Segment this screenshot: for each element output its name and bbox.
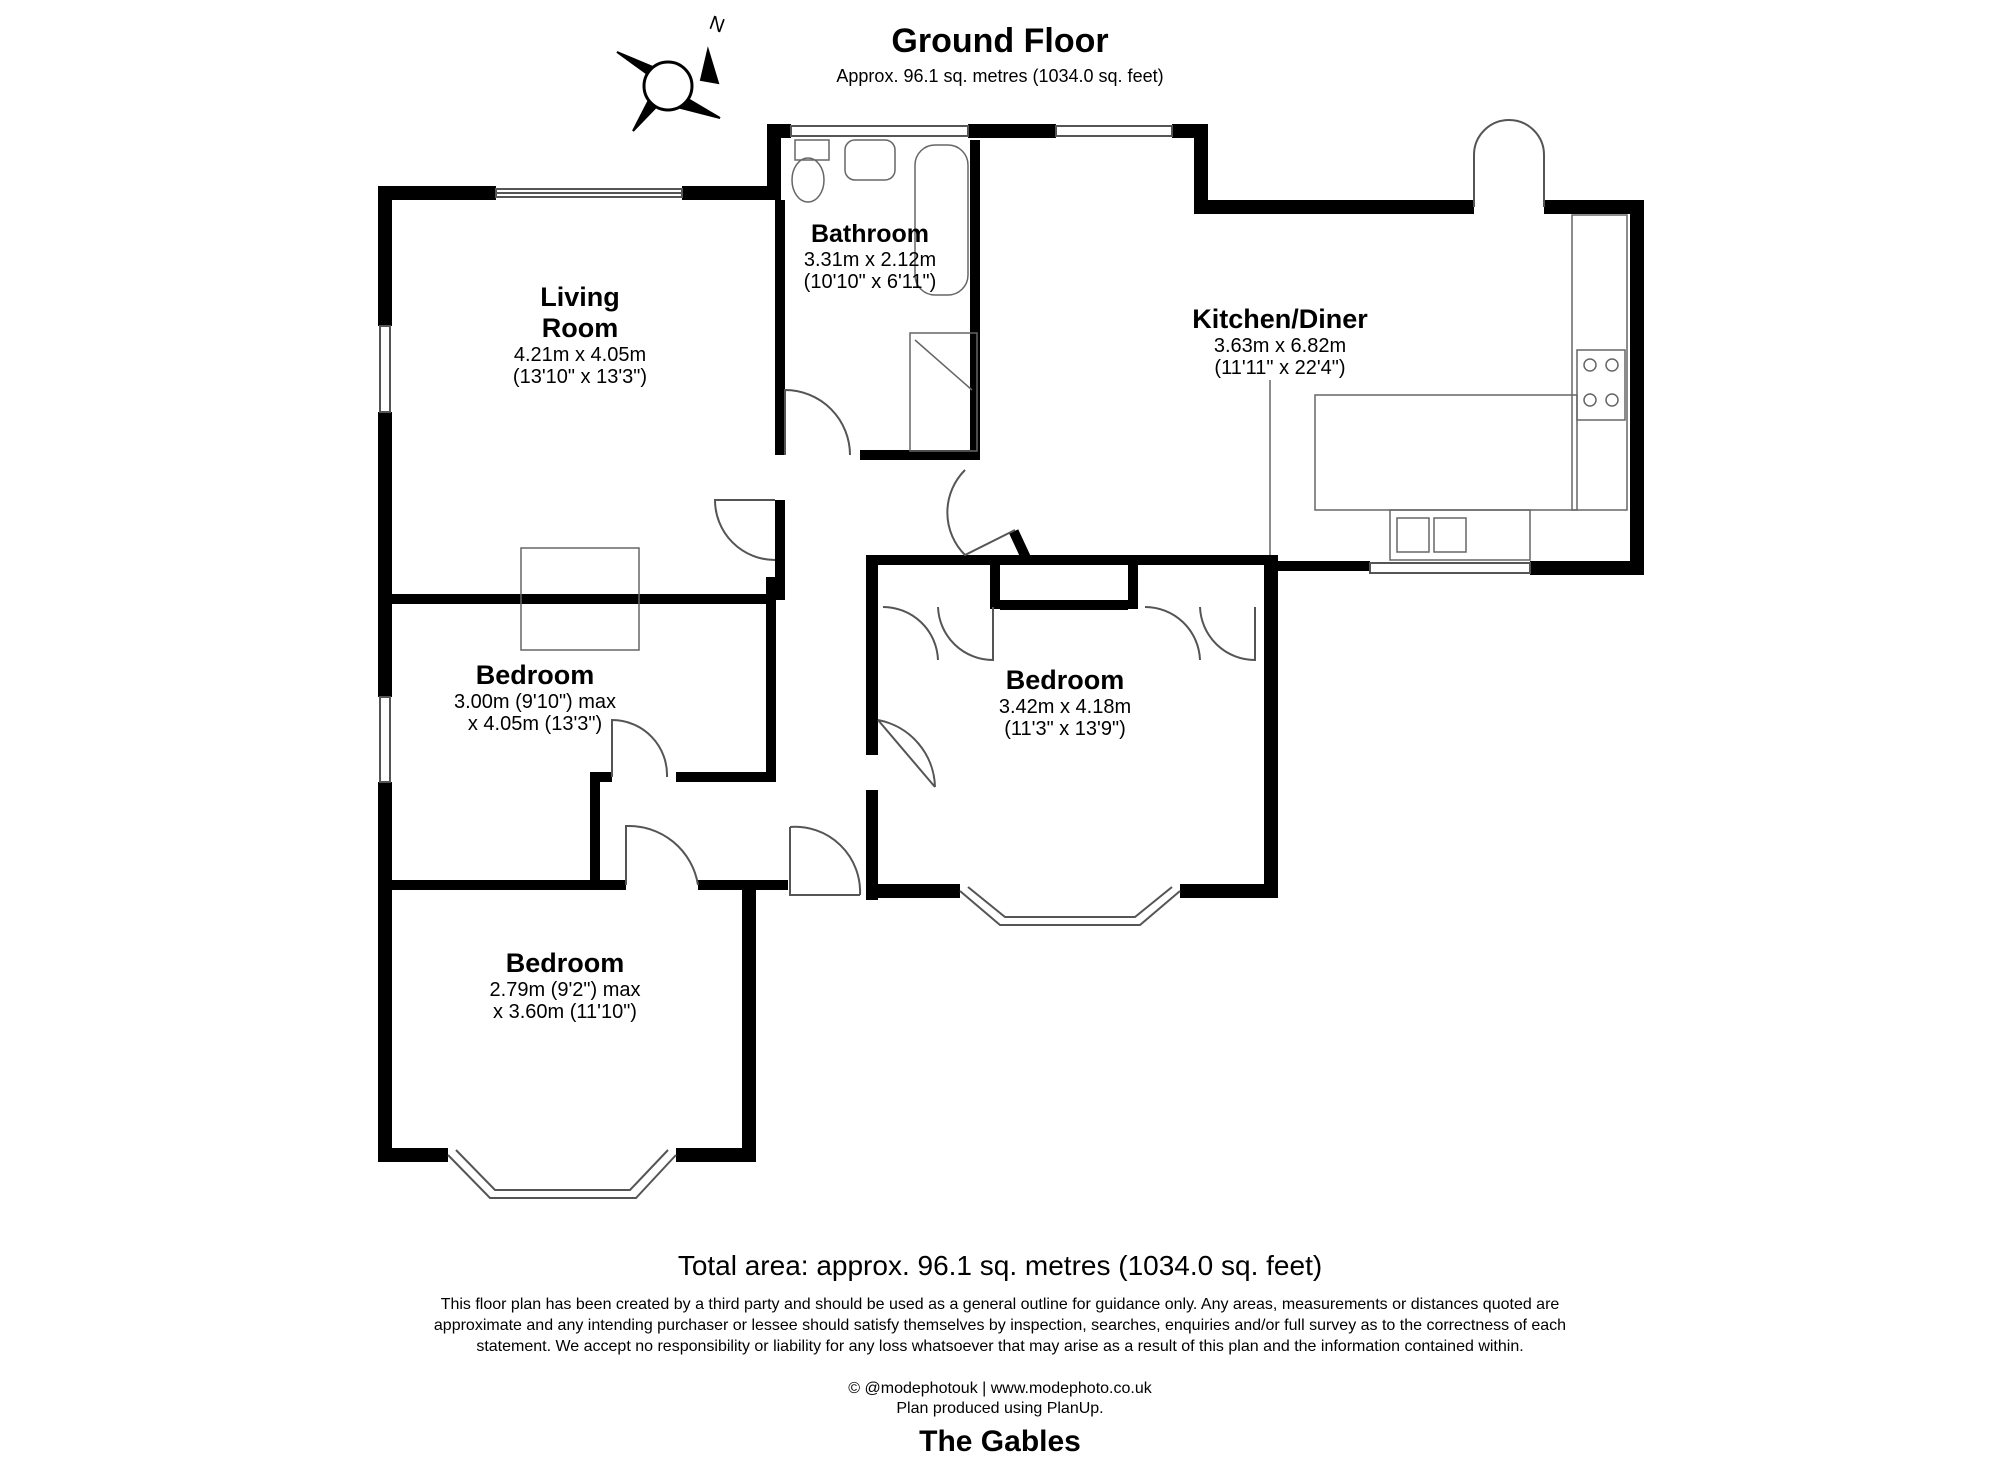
floor-area: Approx. 96.1 sq. metres (1034.0 sq. feet) xyxy=(836,66,1164,86)
compass-rose-icon xyxy=(617,12,727,131)
room-bedroom-1 xyxy=(415,660,655,735)
room-kitchen-diner xyxy=(1140,304,1420,379)
room-dimension: 3.63m x 6.82m xyxy=(1213,335,1347,357)
plan-name: The Gables xyxy=(919,1425,1081,1458)
room-dimension: (10'10" x 6'11") xyxy=(803,271,937,293)
worktop xyxy=(1572,215,1627,510)
toilet-icon xyxy=(792,158,824,202)
room-name: Living xyxy=(540,282,620,312)
room-name: Bedroom xyxy=(1005,665,1125,695)
shower-tray-icon xyxy=(910,333,977,451)
room-dimension: x 3.60m (11'10") xyxy=(493,1001,637,1023)
room-living xyxy=(480,282,680,388)
room-dimension: (13'10" x 13'3") xyxy=(512,366,648,388)
room-dimension: 3.42m x 4.18m xyxy=(998,696,1132,718)
room-dimension: 4.21m x 4.05m xyxy=(513,344,647,366)
credits xyxy=(700,1379,1300,1419)
total-area: Total area: approx. 96.1 sq. metres (1034.0 sq. feet) xyxy=(677,1250,1323,1281)
produced-by-text: Plan produced using PlanUp. xyxy=(896,1400,1104,1417)
disclaimer-line: statement. We accept no responsibility or liability for any loss whatsoever that may arise as a result of this plan and the information contained within. xyxy=(476,1338,1524,1355)
room-dimension: 3.31m x 2.12m xyxy=(803,249,937,271)
hob-icon xyxy=(1577,350,1625,420)
room-name: Kitchen/Diner xyxy=(1192,304,1368,334)
room-bedroom-2 xyxy=(955,665,1175,740)
disclaimer-line: This floor plan has been created by a third party and should be used as a general outline for guidance only. Any areas, measurements or distances quoted are xyxy=(440,1296,1560,1313)
room-name: Room xyxy=(541,313,619,343)
room-name: Bathroom xyxy=(810,220,930,248)
room-dimension: 3.00m (9'10") max xyxy=(453,691,617,713)
room-dimension: (11'3" x 13'9") xyxy=(1004,718,1126,740)
room-dimension: (11'11" x 22'4") xyxy=(1214,357,1346,379)
room-bathroom xyxy=(780,220,960,293)
room-dimension: x 4.05m (13'3") xyxy=(467,713,603,735)
floor-title: Ground Floor xyxy=(891,22,1109,60)
room-bedroom-3 xyxy=(455,948,675,1023)
room-dimension: 2.79m (9'2") max xyxy=(489,979,641,1001)
disclaimer xyxy=(370,1294,1630,1357)
compass-north-label: N xyxy=(706,12,728,38)
basin-icon xyxy=(845,140,895,180)
room-name: Bedroom xyxy=(475,660,595,690)
room-name: Bedroom xyxy=(505,948,625,978)
disclaimer-line: approximate and any intending purchaser or lessee should satisfy themselves by inspection, searches, enquiries and/or full survey as to the correctness of each xyxy=(433,1317,1567,1334)
copyright-text: © @modephotouk | www.modephoto.co.uk xyxy=(848,1380,1152,1397)
